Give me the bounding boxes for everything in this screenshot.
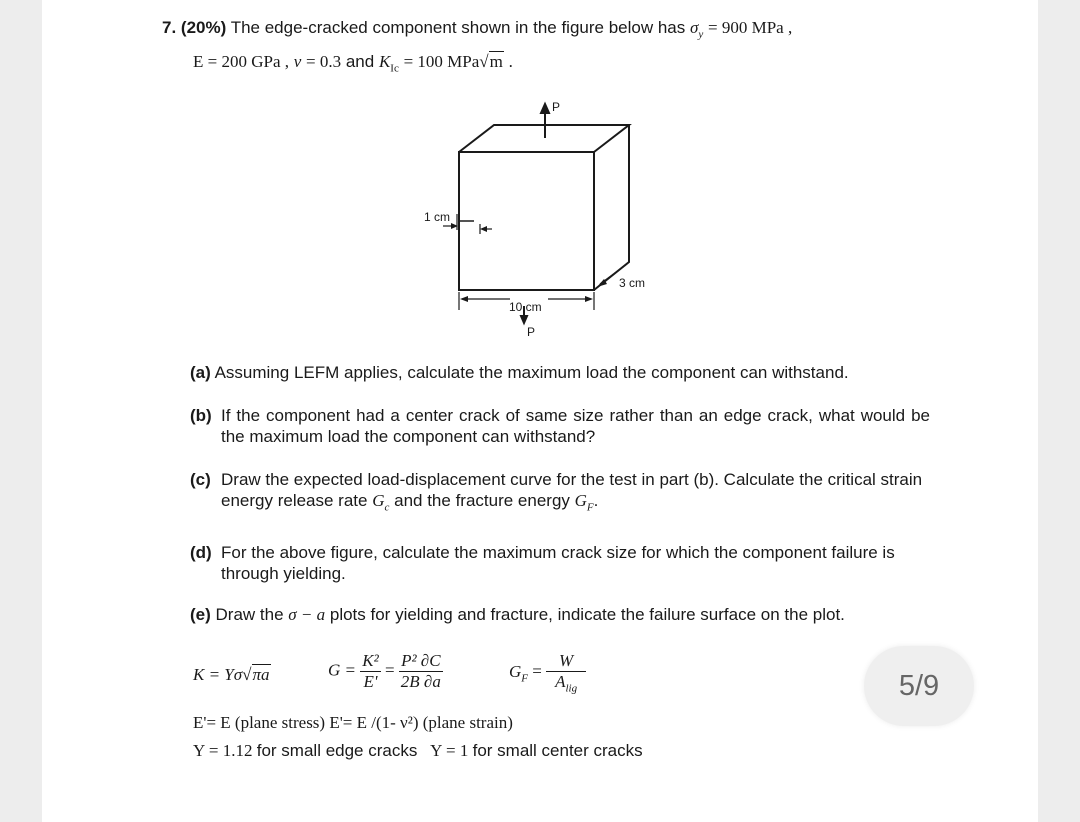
gc-symbol: $G_c$	[372, 491, 390, 514]
part-b-text: If the component had a center crack of same size rather than an edge crack, what would be the maximum load the component can withstand?	[221, 406, 930, 446]
crack-size-label: 1 cm	[424, 210, 451, 224]
sqrt-m: m	[489, 52, 503, 71]
modulus-value: E = 200 GPa ,	[193, 52, 289, 71]
front-face	[459, 152, 594, 290]
part-e-text-b: plots for yielding and fracture, indicate the failure surface on the plot.	[329, 605, 845, 624]
part-e	[190, 604, 930, 625]
nu-symbol: ν	[293, 52, 302, 71]
formula-e-prime: E'= E (plane stress) E'= E /(1- ν²) (plane strain)	[193, 713, 513, 732]
part-b	[190, 405, 930, 447]
part-e-text-a: Draw the	[215, 605, 284, 624]
question-intro: The edge-cracked component shown in the figure below has	[230, 18, 686, 37]
sigma-value: = 900 MPa ,	[708, 18, 793, 37]
right-face	[594, 125, 629, 290]
part-b-label: (b)	[190, 406, 212, 425]
part-e-label: (e)	[190, 605, 211, 624]
formula-gf: $G_F$ = $\frac{W}{A_{lig}}$	[509, 651, 586, 694]
part-d-text: For the above figure, calculate the maximum crack size for which the component failure is through yielding.	[221, 543, 895, 583]
sigma-symbol: $\sigma_y$	[690, 18, 704, 41]
component-figure	[0, 0, 1080, 350]
sqrt-sign: √	[479, 52, 489, 71]
kic-value: = 100 MPa	[403, 52, 480, 71]
part-d	[190, 542, 930, 584]
part-a-label: (a)	[190, 363, 211, 382]
period: .	[508, 52, 513, 71]
question-number: 7.	[162, 18, 177, 37]
part-a	[190, 362, 930, 383]
formula-y: Y = 1.12 for small edge cracks Y = 1 for small center cracks	[193, 741, 643, 760]
and-word: and	[345, 52, 375, 71]
page-indicator: 5/9	[864, 646, 974, 726]
nu-value: = 0.3	[306, 52, 342, 71]
part-c-text-a: Draw the expected load-displacement curve for the test in part (b). Calculate the critical strain energy release rate	[221, 470, 923, 510]
kic-symbol: $K_{Ic}$	[378, 52, 399, 75]
part-c-label: (c)	[190, 470, 211, 489]
part-d-label: (d)	[190, 543, 212, 562]
load-label-top: P	[552, 100, 561, 114]
part-c-text-b: and the fracture energy	[394, 491, 570, 510]
load-label-bottom: P	[527, 325, 536, 339]
question-weight: (20%)	[180, 18, 227, 37]
part-c: (c) Draw the expected load-displacement curve for the test in part (b). Calculate the critical strain energy release rate $G_c$ and the fracture energy $G_F$.	[190, 470, 923, 514]
gf-symbol: $G_F$	[574, 491, 594, 514]
formula-k: K = Yσ√πa	[193, 665, 270, 684]
depth-label: 3 cm	[619, 276, 646, 290]
part-a-text: Assuming LEFM applies, calculate the maximum load the component can withstand.	[214, 363, 849, 382]
formula-g: G = $\frac{\text{K²}}{E'}$ = $\frac{\text{P² ∂C}}{2B \partial a}$	[328, 651, 441, 691]
sigma-a-symbol: σ − a	[288, 605, 326, 624]
width-label: 10 cm	[509, 300, 542, 314]
